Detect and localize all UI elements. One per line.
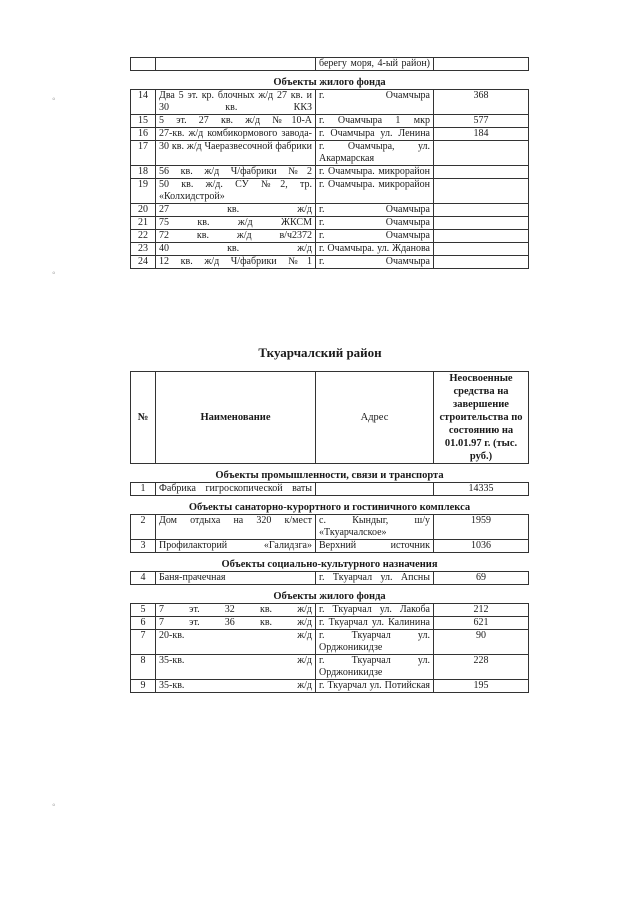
row-amount bbox=[434, 58, 529, 71]
row-address: берегу моря, 4-ый район) bbox=[316, 58, 434, 71]
row-number: 16 bbox=[131, 128, 156, 141]
row-name: 27 кв. ж/д bbox=[156, 204, 316, 217]
table-row bbox=[131, 680, 529, 693]
row-name: 5 эт. 27 кв. ж/д №10-А bbox=[156, 115, 316, 128]
row-number: 21 bbox=[131, 217, 156, 230]
row-name: 75 кв. ж/д ЖКСМ bbox=[156, 217, 316, 230]
row-amount: 577 bbox=[434, 115, 529, 128]
row-name: 72 кв. ж/д в/ч2372 bbox=[156, 230, 316, 243]
row-name: 56 кв. ж/д Ч/фабрики №2 bbox=[156, 166, 316, 179]
row-name: 30 кв. ж/д Чаеразвесочной фабрики bbox=[156, 141, 316, 166]
row-address: г. Ткуарчал ул. Орджоникидзе bbox=[316, 655, 434, 680]
row-amount bbox=[434, 204, 529, 217]
row-number: 17 bbox=[131, 141, 156, 166]
row-amount bbox=[434, 230, 529, 243]
section-row bbox=[131, 71, 529, 90]
section-row bbox=[131, 496, 529, 515]
section-title: Объекты промышленности, связи и транспорта bbox=[131, 464, 529, 483]
ochamchira-table bbox=[130, 57, 529, 269]
header-number: № bbox=[131, 372, 156, 464]
row-name: 7 эт. 36 кв. ж/д bbox=[156, 617, 316, 630]
table-row bbox=[131, 630, 529, 655]
row-amount bbox=[434, 141, 529, 166]
table-row bbox=[131, 655, 529, 680]
section-row bbox=[131, 553, 529, 572]
row-name: 27-кв. ж/д комбикормового завода- bbox=[156, 128, 316, 141]
section-row bbox=[131, 464, 529, 483]
row-number: 19 bbox=[131, 179, 156, 204]
row-name: Дом отдыха на 320 к/мест bbox=[156, 515, 316, 540]
row-amount: 184 bbox=[434, 128, 529, 141]
table-row bbox=[131, 217, 529, 230]
row-address: г. Очамчыра bbox=[316, 90, 434, 115]
table-row bbox=[131, 483, 529, 496]
row-name: Два 5 эт. кр. блочных ж/д 27 кв. и 30 кв. ККЗ bbox=[156, 90, 316, 115]
row-amount: 228 bbox=[434, 655, 529, 680]
section-row bbox=[131, 585, 529, 604]
row-number: 4 bbox=[131, 572, 156, 585]
row-address bbox=[316, 483, 434, 496]
header-amount: Неосвоенные средства на завершение строительства по состоянию на 01.01.97 г. (тыс. руб.) bbox=[434, 372, 529, 464]
row-name: 7 эт. 32 кв. ж/д bbox=[156, 604, 316, 617]
row-amount bbox=[434, 256, 529, 269]
row-amount: 69 bbox=[434, 572, 529, 585]
section-title: Объекты социально-культурного назначения bbox=[131, 553, 529, 572]
table-row bbox=[131, 58, 529, 71]
header-name: Наименование bbox=[156, 372, 316, 464]
row-number: 22 bbox=[131, 230, 156, 243]
table-row bbox=[131, 166, 529, 179]
row-address: г. Очамчыра. микрорайон bbox=[316, 179, 434, 204]
row-amount bbox=[434, 217, 529, 230]
table-row bbox=[131, 617, 529, 630]
row-number: 1 bbox=[131, 483, 156, 496]
row-address: г. Очамчыра, ул. Акармарская bbox=[316, 141, 434, 166]
row-number: 2 bbox=[131, 515, 156, 540]
row-number: 23 bbox=[131, 243, 156, 256]
scan-speck: ◦ bbox=[52, 268, 56, 279]
row-address: г. Очамчыра bbox=[316, 230, 434, 243]
row-name: 40 кв. ж/д bbox=[156, 243, 316, 256]
row-amount: 195 bbox=[434, 680, 529, 693]
scan-speck: ◦ bbox=[52, 800, 56, 811]
section-title: Объекты жилого фонда bbox=[131, 585, 529, 604]
row-amount bbox=[434, 166, 529, 179]
row-address: г. Очамчыра ул. Ленина bbox=[316, 128, 434, 141]
district-title: Ткуарчалский район bbox=[258, 345, 382, 360]
row-number: 24 bbox=[131, 256, 156, 269]
row-amount: 14335 bbox=[434, 483, 529, 496]
table-row bbox=[131, 115, 529, 128]
table-row bbox=[131, 243, 529, 256]
header-row bbox=[131, 372, 529, 464]
row-address: г. Очамчыра. микрорайон bbox=[316, 166, 434, 179]
row-amount bbox=[434, 243, 529, 256]
scan-speck: ◦ bbox=[52, 94, 56, 105]
row-name: 12 кв. ж/д Ч/фабрики №1 bbox=[156, 256, 316, 269]
row-amount bbox=[434, 179, 529, 204]
row-number: 6 bbox=[131, 617, 156, 630]
row-number: 5 bbox=[131, 604, 156, 617]
header-address: Адрес bbox=[316, 372, 434, 464]
row-amount: 212 bbox=[434, 604, 529, 617]
row-name: Фабрика гигроскопической ваты bbox=[156, 483, 316, 496]
row-number: 9 bbox=[131, 680, 156, 693]
table-row bbox=[131, 141, 529, 166]
section-title: Объекты жилого фонда bbox=[131, 71, 529, 90]
row-address: г. Ткуарчал ул. Калинина bbox=[316, 617, 434, 630]
row-amount: 621 bbox=[434, 617, 529, 630]
row-address: г. Очамчыра. ул. Жданова bbox=[316, 243, 434, 256]
row-number: 18 bbox=[131, 166, 156, 179]
table-row bbox=[131, 515, 529, 540]
row-name bbox=[156, 58, 316, 71]
row-number: 14 bbox=[131, 90, 156, 115]
row-address: г. Очамчыра bbox=[316, 204, 434, 217]
row-name: 20-кв. ж/д bbox=[156, 630, 316, 655]
row-amount: 1959 bbox=[434, 515, 529, 540]
row-address: г. Ткуарчал ул. Лакоба bbox=[316, 604, 434, 617]
tkuarchal-table bbox=[130, 371, 529, 693]
row-address: г. Ткуарчал ул. Апсны bbox=[316, 572, 434, 585]
row-address: с. Кындыг, ш/у «Ткуарчалское» bbox=[316, 515, 434, 540]
table-row bbox=[131, 572, 529, 585]
row-address: г. Очамчыра bbox=[316, 256, 434, 269]
row-address: Верхний источник bbox=[316, 540, 434, 553]
table-row bbox=[131, 230, 529, 243]
table-row bbox=[131, 204, 529, 217]
table-row bbox=[131, 128, 529, 141]
row-amount: 368 bbox=[434, 90, 529, 115]
row-name: 35-кв. ж/д bbox=[156, 655, 316, 680]
row-amount: 1036 bbox=[434, 540, 529, 553]
table-row bbox=[131, 179, 529, 204]
row-amount: 90 bbox=[434, 630, 529, 655]
row-address: г. Очамчыра bbox=[316, 217, 434, 230]
row-number: 3 bbox=[131, 540, 156, 553]
row-address: г. Очамчыра 1 мкр bbox=[316, 115, 434, 128]
row-address: г. Ткуарчал ул. Орджоникидзе bbox=[316, 630, 434, 655]
table-row bbox=[131, 604, 529, 617]
table-row bbox=[131, 90, 529, 115]
row-name: 50 кв. ж/д. СУ №2, тр. «Колхидстрой» bbox=[156, 179, 316, 204]
row-number bbox=[131, 58, 156, 71]
row-number: 20 bbox=[131, 204, 156, 217]
row-number: 7 bbox=[131, 630, 156, 655]
table-row bbox=[131, 540, 529, 553]
table-row bbox=[131, 256, 529, 269]
section-title: Объекты санаторно-курортного и гостиничного комплекса bbox=[131, 496, 529, 515]
row-address: г. Ткуарчал ул. Потийская bbox=[316, 680, 434, 693]
row-number: 8 bbox=[131, 655, 156, 680]
row-name: Баня-прачечная bbox=[156, 572, 316, 585]
row-number: 15 bbox=[131, 115, 156, 128]
row-name: 35-кв. ж/д bbox=[156, 680, 316, 693]
row-name: Профилакторий «Галидзга» bbox=[156, 540, 316, 553]
